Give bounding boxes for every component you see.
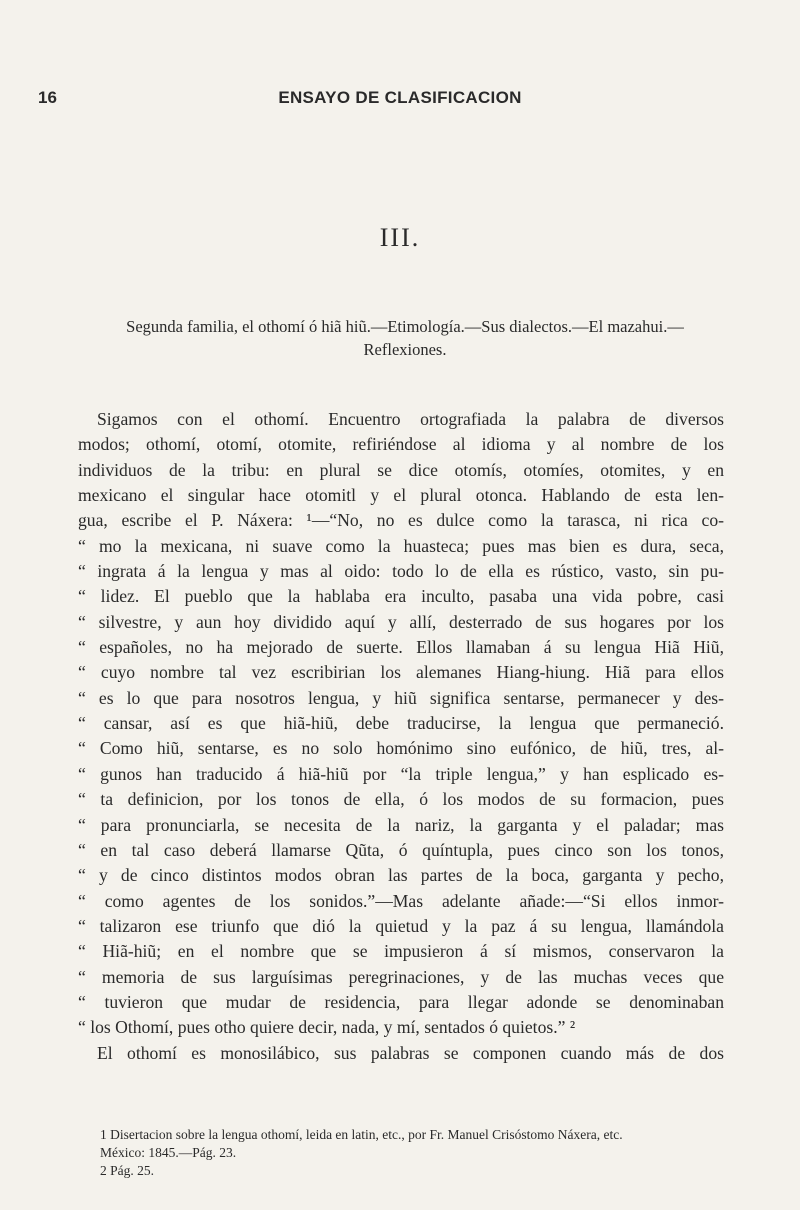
body-line: “ gunos han traducido á hiã-hiũ por “la triple lengua,” y han esplicado es- xyxy=(78,763,724,784)
body-text xyxy=(78,407,724,1066)
body-line: “ mo la mexicana, ni suave como la huasteca; pues mas bien es dura, seca, xyxy=(78,535,724,556)
footnotes xyxy=(100,1126,740,1180)
body-line: “ como agentes de los sonidos.”—Mas adelante añade:—“Si ellos inmor- xyxy=(78,890,724,911)
body-line: mexicano el singular hace otomitl y el plural otonca. Hablando de esta len- xyxy=(78,485,724,506)
summary-line: Segunda familia, el othomí ó hiã hiũ.—Etimología.—Sus dialectos.—El mazahui.— xyxy=(126,317,684,336)
body-line: “ ingrata á la lengua y mas al oido: todo lo de ella es rústico, vasto, sin pu- xyxy=(78,561,724,582)
body-line: “ silvestre, y aun hoy dividido aquí y allí, desterrado de sus hogares por los xyxy=(78,611,724,632)
body-line: gua, escribe el P. Náxera: ¹—“No, no es dulce como la tarasca, ni rica co- xyxy=(78,510,724,531)
body-line: El othomí es monosilábico, sus palabras se componen cuando más de dos xyxy=(97,1042,724,1063)
body-line: “ lidez. El pueblo que la hablaba era inculto, pasaba una vida pobre, casi xyxy=(78,586,724,607)
body-line: “ talizaron ese triunfo que dió la quietud y la paz á su lengua, llamándola xyxy=(78,915,724,936)
body-line: “ cuyo nombre tal vez escribirian los alemanes Hiang-hiung. Hiã para ellos xyxy=(78,662,724,683)
footnote-1-continuation: México: 1845.—Pág. 23. xyxy=(100,1145,237,1160)
footnote-1: 1 Disertacion sobre la lengua othomí, leida en latin, etc., por Fr. Manuel Crisóstomo Náxera, etc. xyxy=(100,1127,623,1142)
body-line: “ Hiã-hiũ; en el nombre que se impusieron á sí mismos, conservaron la xyxy=(78,941,724,962)
chapter-summary xyxy=(95,315,715,361)
body-line: “ y de cinco distintos modos obran las partes de la boca, garganta y pecho, xyxy=(78,865,724,886)
body-line: individuos de la tribu: en plural se dice otomís, otomíes, otomites, y en xyxy=(78,459,724,480)
body-line: “ para pronunciarla, se necesita de la nariz, la garganta y el paladar; mas xyxy=(78,814,724,835)
running-head: ENSAYO DE CLASIFICACION xyxy=(278,88,522,107)
summary-line: Reflexiones. xyxy=(363,340,447,359)
body-line: “ en tal caso deberá llamarse Qũta, ó quíntupla, pues cinco son los tonos, xyxy=(78,839,724,860)
body-line: “ memoria de sus larguísimas peregrinaciones, y de las muchas veces que xyxy=(78,966,724,987)
body-line: “ tuvieron que mudar de residencia, para llegar adonde se denominaban xyxy=(78,991,724,1012)
body-line: “ ta definicion, por los tonos de ella, ó los modos de su formacion, pues xyxy=(78,789,724,810)
body-line: “ Como hiũ, sentarse, es no solo homónimo sino eufónico, de hiũ, tres, al- xyxy=(78,738,724,759)
footnote-2: 2 Pág. 25. xyxy=(100,1163,154,1178)
body-line: Sigamos con el othomí. Encuentro ortografiada la palabra de diversos xyxy=(97,409,724,429)
chapter-title: III. xyxy=(379,223,421,252)
body-line: “ cansar, así es que hiã-hiũ, debe traducirse, la lengua que permaneció. xyxy=(78,713,724,734)
body-line: “ españoles, no ha mejorado de suerte. Ellos llamaban á su lengua Hiã Hiũ, xyxy=(78,637,724,658)
body-line: modos; othomí, otomí, otomite, refiriéndose al idioma y al nombre de los xyxy=(78,434,724,455)
body-line: “ es lo que para nosotros lengua, y hiũ significa sentarse, permanecer y des- xyxy=(78,687,724,708)
page-number: 16 xyxy=(38,88,57,107)
body-line: “ los Othomí, pues otho quiere decir, nada, y mí, sentados ó quietos.” ² xyxy=(78,1017,576,1038)
